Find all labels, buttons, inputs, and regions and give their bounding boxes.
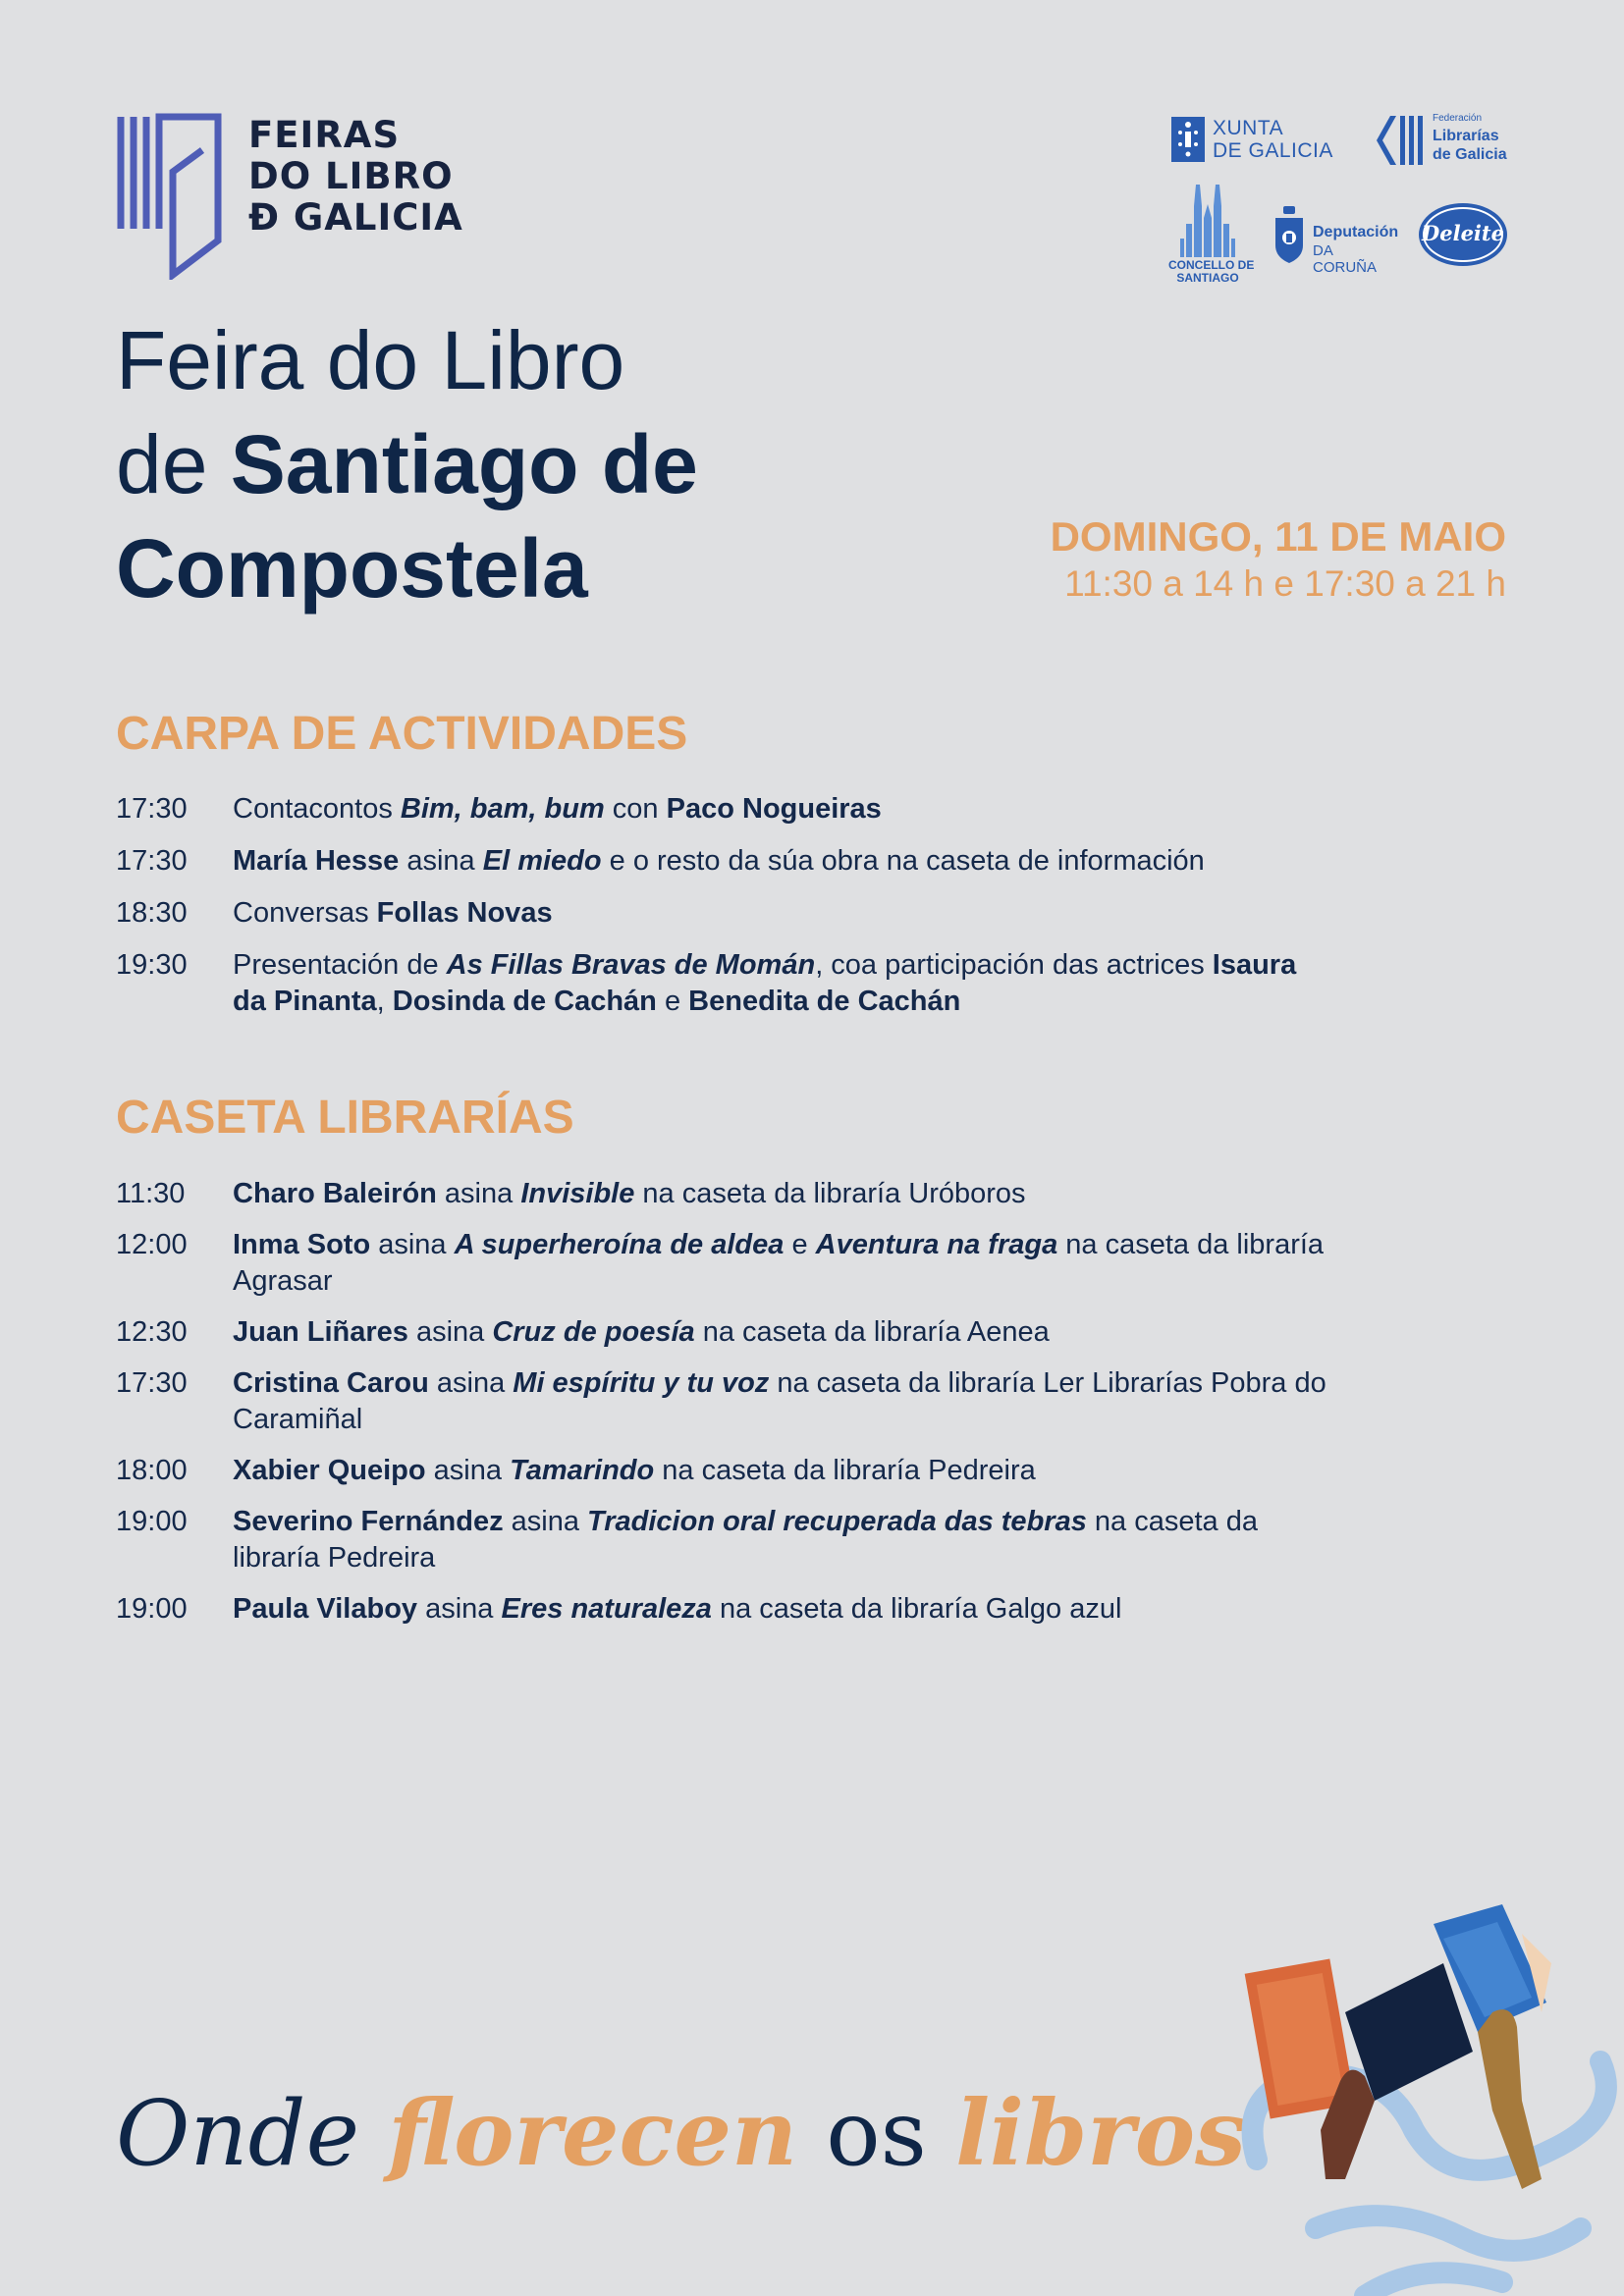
slogan-word-1: Onde — [116, 2081, 389, 2186]
work-title: Cruz de poesía — [492, 1316, 695, 1348]
time-label: 12:00 — [116, 1229, 188, 1260]
slogan-word-2: florecen — [388, 2080, 797, 2186]
time-label: 17:30 — [116, 1367, 188, 1399]
event-date: DOMINGO, 11 DE MAIO — [1050, 513, 1506, 560]
work-title: Aventura na fraga — [815, 1229, 1058, 1260]
event-description — [233, 1591, 1333, 1628]
work-title: El miedo — [482, 845, 602, 877]
concello-de-santiago-logo — [1168, 185, 1255, 288]
person-name: Xabier Queipo — [233, 1455, 426, 1486]
deputacion-crest-icon — [1272, 206, 1306, 263]
event-description — [233, 1176, 1333, 1212]
slogan — [116, 2079, 1246, 2188]
person-name: Benedita de Cachán — [688, 986, 961, 1017]
description-text: na caseta da libraría Galgo azul — [711, 1593, 1122, 1625]
time-label: 17:30 — [116, 793, 188, 825]
deleite-logo — [1418, 202, 1508, 267]
page-title — [116, 308, 698, 620]
person-name: Isaura da Pinanta — [233, 949, 1297, 1017]
event-hours: 11:30 a 14 h e 17:30 a 21 h — [1064, 563, 1506, 604]
description-text: asina — [399, 845, 483, 877]
caseta-row — [116, 1314, 1333, 1351]
slogan-word-3: os — [796, 2081, 956, 2186]
time-label: 12:30 — [116, 1316, 188, 1348]
feiras-do-libro-logo — [116, 113, 463, 280]
federacion-line-2: de Galicia — [1433, 146, 1507, 163]
logo-line-2: DO LIBRO — [248, 155, 454, 197]
description-text: asina — [436, 1178, 521, 1209]
xunta-de-galicia-logo — [1171, 115, 1333, 164]
description-text: asina — [425, 1455, 511, 1486]
work-title: Invisible — [520, 1178, 635, 1209]
work-title: Bim, bam, bum — [400, 793, 605, 825]
person-name: María Hesse — [233, 845, 400, 877]
work-title: Tradicion oral recuperada das tebras — [587, 1506, 1087, 1537]
title-line-1: Feira do Libro — [116, 314, 625, 406]
description-text: na caseta da libraría Pedreira — [654, 1455, 1036, 1486]
title-line-3 — [116, 516, 698, 620]
caseta-row — [116, 1504, 1333, 1576]
federacion-librarias-logo — [1377, 111, 1509, 170]
xunta-line-2: DE GALICIA — [1213, 139, 1333, 162]
description-text: na caseta da libraría Agrasar — [233, 1229, 1325, 1297]
description-text: Presentación de — [233, 949, 447, 981]
title-line-2 — [116, 412, 698, 516]
person-name: Cristina Carou — [233, 1367, 429, 1399]
caseta-row — [116, 1591, 1333, 1628]
xunta-line-1: XUNTA — [1213, 117, 1284, 139]
xunta-shield-icon — [1171, 117, 1205, 162]
federacion-small-label: Federación — [1433, 113, 1483, 124]
cathedral-icon — [1178, 185, 1237, 257]
person-name: Paco Nogueiras — [666, 793, 882, 825]
time-label: 18:00 — [116, 1455, 188, 1486]
description-text: na caseta da libraría Uróboros — [634, 1178, 1026, 1209]
title-line-2-prefix: de — [116, 418, 231, 510]
federacion-bars-icon — [1377, 116, 1426, 165]
event-date-block — [1051, 512, 1506, 607]
title-line-2-bold: Santiago de — [230, 418, 698, 510]
event-description — [233, 1365, 1333, 1438]
time-label: 19:00 — [116, 1506, 188, 1537]
description-text: con — [604, 793, 667, 825]
person-name: Dosinda de Cachán — [392, 986, 657, 1017]
carpa-row — [116, 895, 1333, 932]
work-title: Mi espíritu y tu voz — [513, 1367, 770, 1399]
description-text: asina — [407, 1316, 493, 1348]
time-label: 19:00 — [116, 1593, 188, 1625]
concello-line-2: SANTIAGO — [1176, 271, 1239, 285]
person-name: Charo Baleirón — [233, 1178, 437, 1209]
time-label: 19:30 — [116, 949, 188, 981]
carpa-row — [116, 843, 1333, 880]
time-label: 18:30 — [116, 897, 188, 929]
person-name: Juan Liñares — [233, 1316, 408, 1348]
person-name: Severino Fernández — [233, 1506, 504, 1537]
event-description — [233, 791, 1333, 828]
caseta-schedule — [116, 1176, 1333, 1628]
description-text: , — [376, 986, 393, 1017]
event-description — [233, 1453, 1333, 1489]
person-name: Inma Soto — [233, 1229, 371, 1260]
person-name: Paula Vilaboy — [233, 1593, 418, 1625]
description-text: na caseta da libraría Pedreira — [233, 1506, 1258, 1574]
event-description — [233, 947, 1333, 1020]
event-description — [233, 1227, 1333, 1300]
description-text: asina — [370, 1229, 455, 1260]
description-text: Contacontos — [233, 793, 401, 825]
caseta-row — [116, 1453, 1333, 1489]
description-text: e — [784, 1229, 816, 1260]
time-label: 11:30 — [116, 1178, 186, 1209]
description-text: asina — [503, 1506, 588, 1537]
deputacion-da-coruna-logo — [1272, 206, 1399, 276]
person-name: Follas Novas — [376, 897, 553, 929]
book-frame-icon — [116, 113, 224, 280]
description-text: na caseta da libraría Aenea — [694, 1316, 1050, 1348]
work-title: Eres naturaleza — [501, 1593, 712, 1625]
carpa-row — [116, 947, 1333, 1020]
description-text: e o resto da súa obra na caseta de información — [601, 845, 1205, 877]
concello-line-1: CONCELLO DE — [1168, 258, 1255, 272]
logo-line-1: FEIRAS — [248, 114, 401, 156]
work-title: As Fillas Bravas de Momán — [446, 949, 816, 981]
carpa-heading: CARPA DE ACTIVIDADES — [116, 708, 688, 760]
deputacion-line-1: Deputación — [1313, 224, 1399, 240]
description-text: e — [656, 986, 689, 1017]
description-text: asina — [428, 1367, 514, 1399]
carpa-row — [116, 791, 1333, 828]
description-text: na caseta da libraría Ler Librarías Pobra do Caramiñal — [233, 1367, 1326, 1435]
caseta-row — [116, 1365, 1333, 1438]
title-line-3-bold: Compostela — [116, 522, 588, 614]
description-text: Conversas — [233, 897, 377, 929]
logo-line-3: Đ GALICIA — [248, 196, 463, 239]
work-title: Tamarindo — [510, 1455, 655, 1486]
caseta-row — [116, 1176, 1333, 1212]
carpa-schedule — [116, 791, 1333, 1020]
caseta-heading: CASETA LIBRARÍAS — [116, 1092, 574, 1144]
deleite-text: Deleite — [1422, 221, 1504, 245]
hands-holding-books-icon — [1227, 1904, 1624, 2296]
event-description — [233, 1504, 1333, 1576]
caseta-row — [116, 1227, 1333, 1300]
deputacion-line-2: DA CORUÑA — [1313, 242, 1378, 276]
time-label: 17:30 — [116, 845, 188, 877]
description-text: asina — [417, 1593, 502, 1625]
slogan-word-4: libros — [955, 2080, 1246, 2186]
work-title: A superheroína de aldea — [454, 1229, 785, 1260]
federacion-line-1: Librarías — [1433, 128, 1499, 144]
event-description — [233, 895, 1333, 932]
event-description — [233, 843, 1333, 880]
description-text: , coa participación das actrices — [815, 949, 1213, 981]
event-description — [233, 1314, 1333, 1351]
